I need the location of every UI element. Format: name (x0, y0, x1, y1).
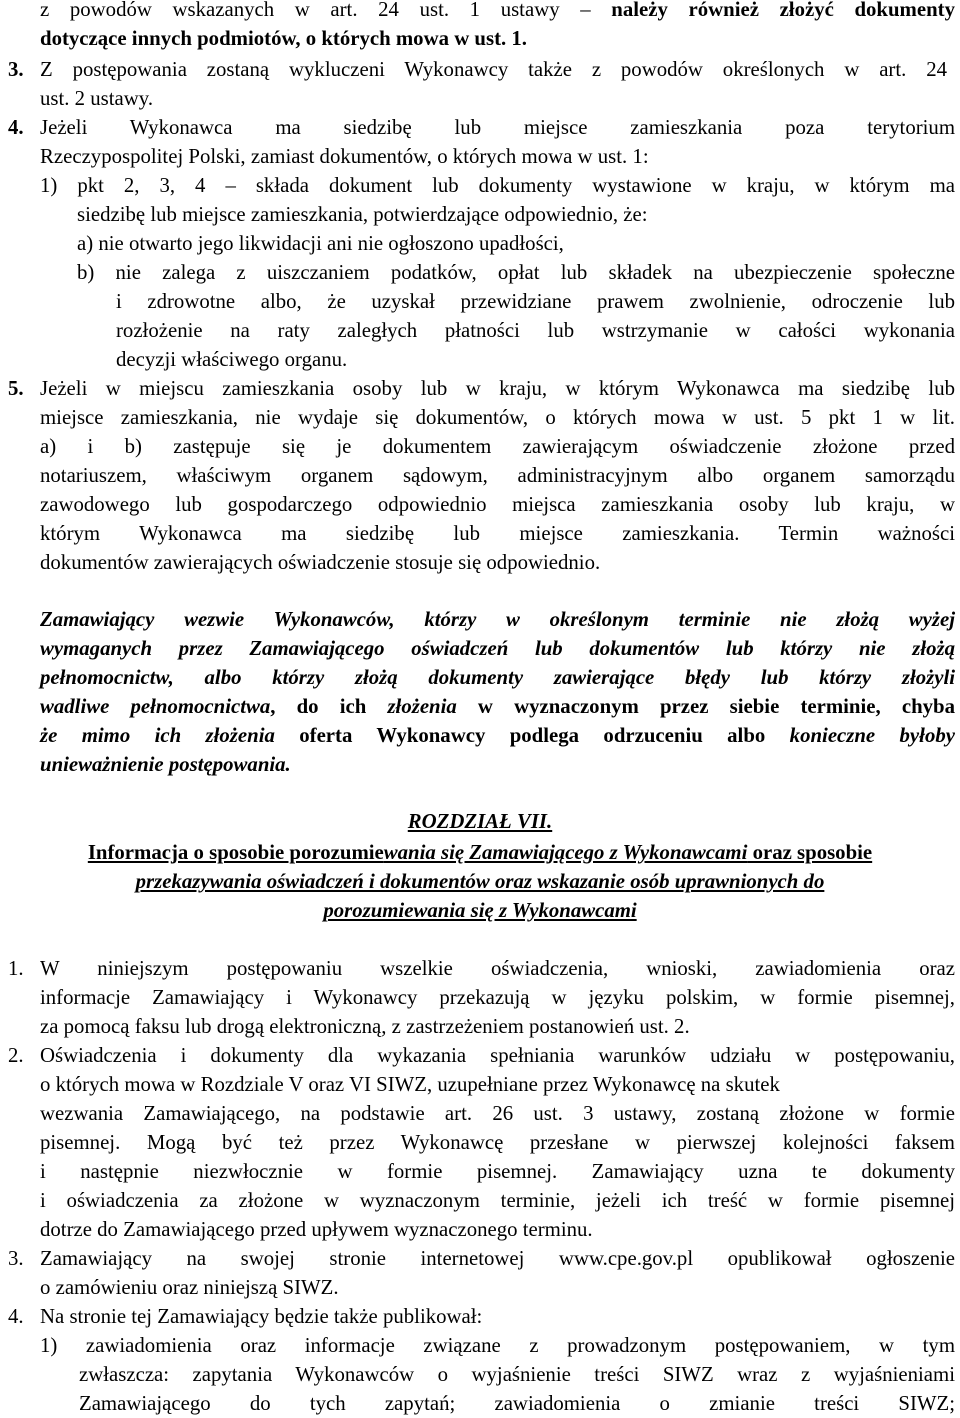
text-line: Zamawiającego do tych zapytań; zawiadomienia o zmianie treści SIWZ; (79, 1392, 955, 1415)
chapter-subtitle: przekazywania oświadczeń i dokumentów oraz wskazanie osób uprawnionych do (135, 870, 825, 893)
list-number: 1. (8, 957, 24, 980)
text-line: miejsce zamieszkania, nie wydaje się dokumentów, o których mowa w ust. 5 pkt 1 w lit. (40, 406, 955, 429)
text-line: o zamówieniu oraz niniejszą SIWZ. (40, 1276, 339, 1299)
text-line: informacje Zamawiający i Wykonawcy przekazują w języku polskim, w formie pisemnej, (40, 986, 955, 1009)
emphasis-line: wymaganych przez Zamawiającego oświadczeń lub dokumentów lub którzy nie złożą (40, 637, 955, 660)
text-line: ust. 2 ustawy. (40, 87, 154, 110)
text-line: i zdrowotne albo, że uzyskał przewidziane prawem zwolnienie, odroczenie lub (116, 290, 955, 313)
list-item: a) nie otwarto jego likwidacji ani nie ogłoszono upadłości, (77, 232, 564, 255)
text-line: Na stronie tej Zamawiający będzie także publikował: (40, 1305, 483, 1328)
list-number: 5. (8, 377, 24, 400)
emphasis-line: unieważnienie postępowania. (40, 753, 291, 776)
text-line: Z postępowania zostaną wykluczeni Wykonawcy także z powodów określonych w art. 24 (40, 58, 947, 81)
text-line: z powodów wskazanych w art. 24 ust. 1 ustawy – należy również złożyć dokumenty (40, 0, 956, 21)
text-line: dokumentów zawierających oświadczenie stosuje się odpowiednio. (40, 551, 601, 574)
text-line: którym Wykonawca ma siedzibę lub miejsce zamieszkania. Termin ważności (40, 522, 955, 545)
text-line: a) i b) zastępuje się je dokumentem zawierającym oświadczenie złożone przed (40, 435, 955, 458)
emphasis-line: że mimo ich złożenia oferta Wykonawcy podlega odrzuceniu albo konieczne byłoby (40, 724, 955, 747)
list-number: 3. (8, 58, 24, 81)
text-line: Jeżeli Wykonawca ma siedzibę lub miejsce zamieszkania poza terytorium (40, 116, 955, 139)
emphasis-line: Zamawiający wezwie Wykonawców, którzy w określonym terminie nie złożą wyżej (40, 608, 955, 631)
text-line: Oświadczenia i dokumenty dla wykazania spełniania warunków udziału w postępowaniu, (40, 1044, 955, 1067)
list-number: 4. (8, 1305, 24, 1328)
text-line: za pomocą faksu lub drogą elektroniczną, z zastrzeżeniem postanowień ust. 2. (40, 1015, 690, 1038)
text-line: wezwania Zamawiającego, na podstawie art. 26 ust. 3 ustawy, zostaną złożone w formie (40, 1102, 955, 1125)
list-number: 2. (8, 1044, 24, 1067)
text-line: notariuszem, właściwym organem sądowym, administracyjnym albo organem samorządu (40, 464, 955, 487)
text-line: rozłożenie na raty zaległych płatności lub wstrzymanie w całości wykonania (116, 319, 955, 342)
text-line: 1) pkt 2, 3, 4 – składa dokument lub dokumenty wystawione w kraju, w którym ma (40, 174, 955, 197)
text-line: Jeżeli w miejscu zamieszkania osoby lub w kraju, w którym Wykonawca ma siedzibę lub (40, 377, 955, 400)
chapter-title: ROZDZIAŁ VII. (407, 810, 553, 833)
text-line: Rzeczypospolitej Polski, zamiast dokumentów, o których mowa w ust. 1: (40, 145, 649, 168)
list-item: b) nie zalega z uiszczaniem podatków, opłat lub składek na ubezpieczenie społeczne (77, 261, 955, 284)
text-line: i oświadczenia za złożone w wyznaczonym terminie, jeżeli ich treść w formie pisemnej (40, 1189, 955, 1212)
text-line: zwłaszcza: zapytania Wykonawców o wyjaśnienie treści SIWZ wraz z wyjaśnieniami (79, 1363, 955, 1386)
text-line: siedzibę lub miejsce zamieszkania, potwierdzające odpowiednio, że: (77, 203, 648, 226)
emphasis-line: pełnomocnictw, albo którzy złożą dokumenty zawierające błędy lub którzy złożyli (40, 666, 955, 689)
text-line: dotrze do Zamawiającego przed upływem wyznaczonego terminu. (40, 1218, 593, 1241)
text-line: dotyczące innych podmiotów, o których mowa w ust. 1. (40, 27, 527, 50)
text-line: Zamawiający na swojej stronie internetowej www.cpe.gov.pl opublikował ogłoszenie (40, 1247, 955, 1270)
list-number: 4. (8, 116, 24, 139)
text-line: o których mowa w Rozdziale V oraz VI SIWZ, uzupełniane przez Wykonawcę na skutek (40, 1073, 780, 1096)
list-number: 3. (8, 1247, 24, 1270)
text-line: pisemnej. Mogą być też przez Wykonawcę przesłane w pierwszej kolejności faksem (40, 1131, 955, 1154)
text-line: decyzji właściwego organu. (116, 348, 348, 371)
list-item: 1) zawiadomienia oraz informacje związane z prowadzonym postępowaniem, w tym (40, 1334, 955, 1357)
text-line: W niniejszym postępowaniu wszelkie oświadczenia, wnioski, zawiadomienia oraz (40, 957, 955, 980)
chapter-subtitle: porozumiewania się z Wykonawcami (323, 899, 637, 922)
emphasis-line: wadliwe pełnomocnictwa, do ich złożenia w wyznaczonym przez siebie terminie, chyba (40, 695, 956, 718)
text-line: zawodowego lub gospodarczego odpowiednio miejsca zamieszkania osoby lub kraju, w (40, 493, 955, 516)
text-line: i następnie niezwłocznie w formie pisemnej. Zamawiający uzna te dokumenty (40, 1160, 955, 1183)
chapter-subtitle: Informacja o sposobie porozumiewania się Zamawiającego z Wykonawcami oraz sposobie (87, 841, 873, 864)
